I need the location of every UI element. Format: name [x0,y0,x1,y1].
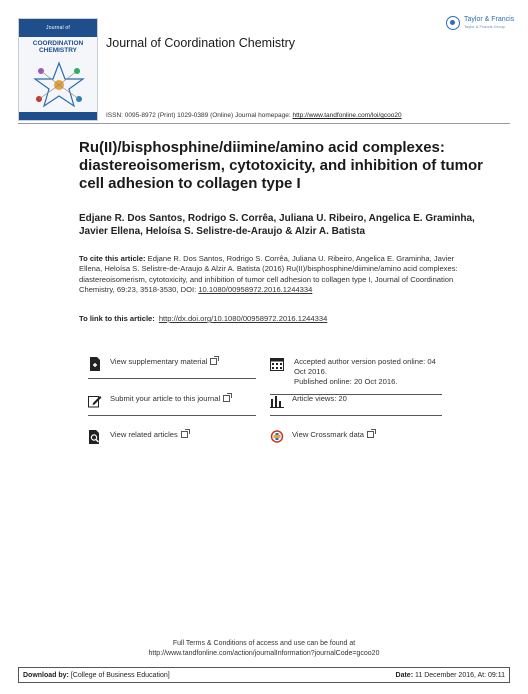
terms-line1: Full Terms & Conditions of access and use can be found at [172,640,356,647]
publication-dates [270,357,442,387]
search-document-icon [88,430,102,444]
accepted-date-line1: Accepted author version posted online: 04 [294,357,436,366]
citation [79,254,479,296]
view-supplementary-link[interactable] [88,357,256,371]
download-info-bar [18,667,510,683]
article-views [270,394,442,408]
publisher-sub: Taylor & Francis Group [464,24,505,29]
published-date: Published online: 20 Oct 2016. [294,377,398,386]
issn-line: ISSN: 0095-8972 (Print) 1029-0389 (Online) Journal homepage: http://www.tandfonline.com/loi/gcoo20 [106,112,402,119]
article-title: Ru(II)/bisphosphine/diimine/amino acid complexes: diastereoisomerism, cytotoxicity, and inhibition of tumor cell adhesion to collagen type I [79,139,483,192]
journal-name[interactable]: Journal of Coordination Chemistry [106,36,295,50]
action-divider [270,415,442,416]
external-link-icon [181,431,188,438]
views-label: Article views: 20 [292,394,347,403]
terms-url[interactable]: http://www.tandfonline.com/action/journalInformation?journalCode=gcoo20 [148,649,380,657]
view-related-link[interactable] [88,430,256,444]
action-divider [88,378,256,379]
calendar-icon [270,357,284,371]
accepted-date-line2: Oct 2016. [294,367,327,376]
download-date: Date: 11 December 2016, At: 09:11 [395,671,505,679]
cover-molecule-art [27,59,91,111]
external-link-icon [223,395,230,402]
external-link-icon [210,358,217,365]
cite-doi-link[interactable]: 10.1080/00958972.2016.1244334 [198,285,313,295]
crossmark-icon [270,430,284,444]
taylor-francis-logo-icon [446,16,460,30]
cover-title: COORDINATION CHEMISTRY [32,40,84,54]
action-divider [88,415,256,416]
bar-chart-icon [270,394,284,408]
terms-notice [0,639,528,658]
crossmark-label: View Crossmark data [292,430,374,440]
link-label: To link to this article: [79,314,155,323]
file-plus-icon [88,357,102,371]
submit-article-link[interactable] [88,394,256,408]
header-divider [18,123,510,124]
downloaded-by: Download by: [College of Business Education] [23,671,170,679]
cite-text: Edjane R. Dos Santos, Rodrigo S. Corrêa, Juliana U. Ribeiro, Angelica E. Graminha, Javier Ellena, Heloísa S. Selistre-de-Araujo & Alzir A. Batista (2016) Ru(II)/bisphosphine/diimine/amino acid complexes: diastereoisomerism, cytotoxicity, and inhibition of tumor cell adhesion to collagen type I, Journal of Coordination Chemistry, 69:23, 3518-3530, DOI: [79,254,458,295]
cite-label: To cite this article: [79,254,146,263]
related-label: View related articles [110,430,188,440]
publisher-logo[interactable] [446,16,514,30]
cover-top-text: Journal of [19,19,97,37]
edit-pencil-icon [88,394,102,408]
publisher-name: Taylor & Francis [464,16,515,23]
article-link-line [79,314,327,323]
external-link-icon [367,431,374,438]
cover-bottom-band [19,112,97,120]
article-authors: Edjane R. Dos Santos, Rodrigo S. Corrêa, Juliana U. Ribeiro, Angelica E. Graminha, Javier Ellena, Heloísa S. Selistre-de-Araujo & Alzir A. Batista [79,213,475,237]
article-doi-link[interactable]: http://dx.doi.org/10.1080/00958972.2016.1244334 [158,314,328,323]
submit-label: Submit your article to this journal [110,394,230,404]
journal-cover [18,18,98,121]
view-crossmark-link[interactable] [270,430,442,444]
journal-homepage-link[interactable]: http://www.tandfonline.com/loi/gcoo20 [292,112,402,119]
supplementary-label: View supplementary material [110,357,217,367]
